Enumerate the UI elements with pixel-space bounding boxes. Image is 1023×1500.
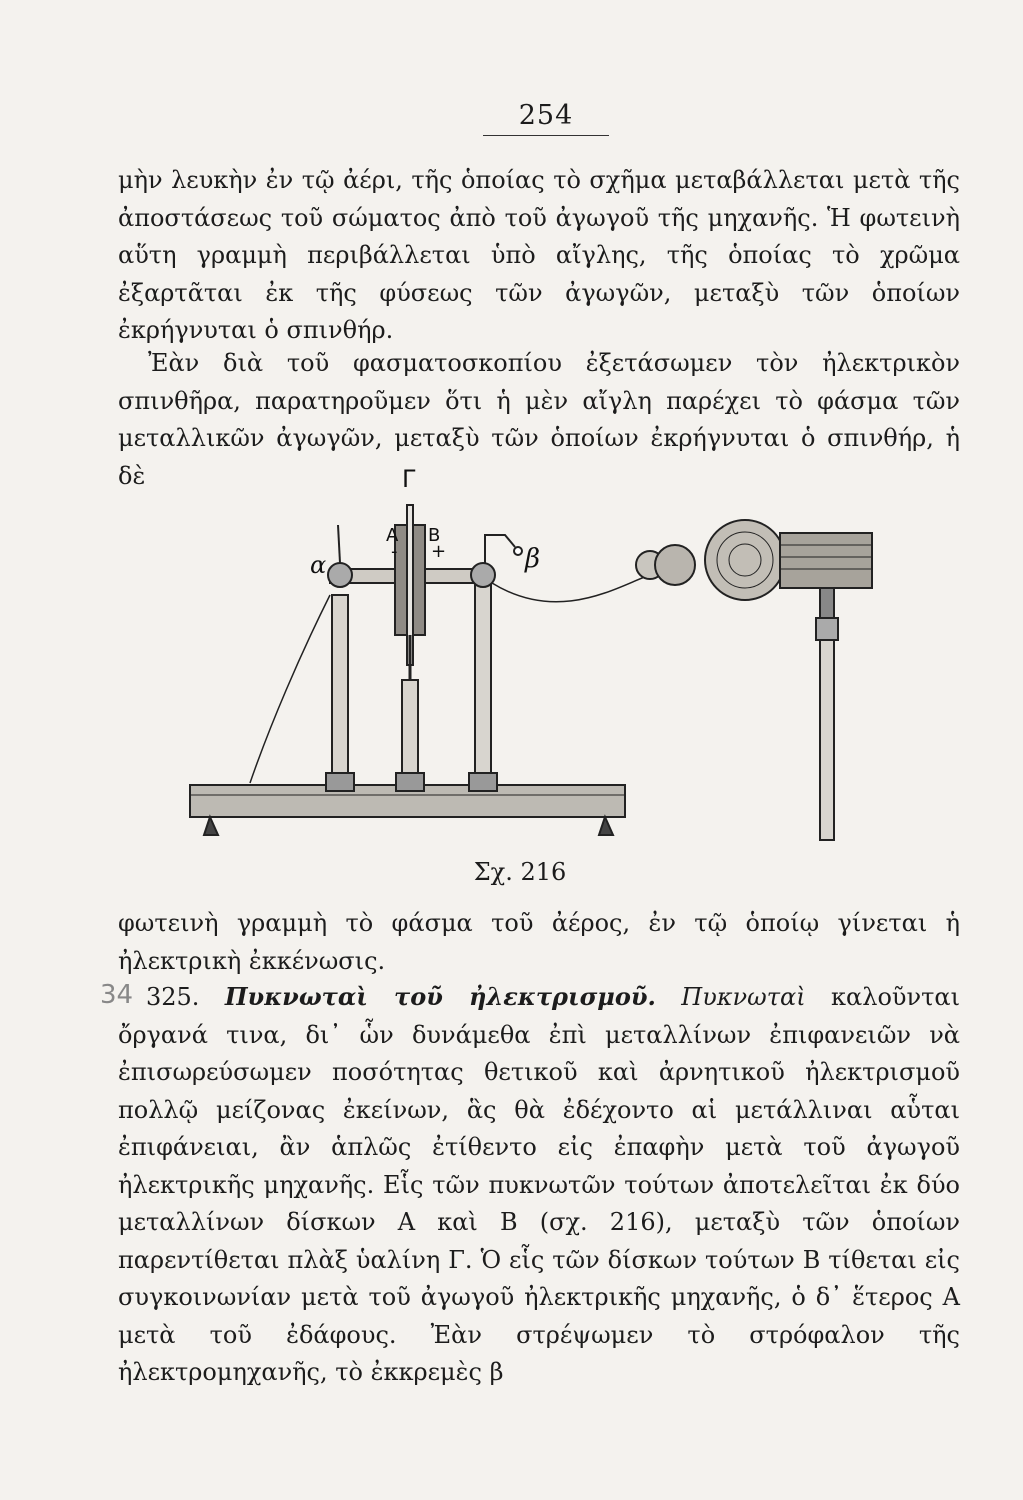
- foot-right: [599, 817, 613, 835]
- label-a: A: [386, 525, 399, 546]
- page-number: 254: [483, 100, 609, 136]
- post-left: [332, 595, 348, 785]
- foot-left: [204, 817, 218, 835]
- figure-216: [180, 465, 880, 845]
- label-gamma: Γ: [402, 465, 416, 493]
- conductor-cylinder: [780, 533, 872, 588]
- conductor-support: [820, 640, 834, 840]
- paragraph-4: [118, 978, 960, 1392]
- section-heading: Πυκνωταὶ τοῦ ἠλεκτρισμοῦ.: [224, 982, 656, 1011]
- disk-b: [413, 525, 425, 635]
- section-body: καλοῦνται ὄργανά τινα, δι᾿ ὧν δυνάμεθα ἐπὶ μεταλλίνων ἐπιφανειῶν νὰ ἐπισωρεύσωμεν ποσότητας θετικοῦ καὶ ἀρνητικοῦ ἠλεκτρισμοῦ πολλῷ μείζονας ἐκείνων, ἃς θὰ ἐδέχοντο αἱ μετάλλιναι αὗται ἐπιφάνειαι, ἂν ἁπλῶς ἐτίθεντο εἰς ἐπαφὴν μετὰ τοῦ ἀγωγοῦ ἠλεκτρικῆς μηχανῆς. Εἷς τῶν πυκνωτῶν τούτων ἀποτελεῖται ἐκ δύο μεταλλίνων δίσκων Α καὶ Β (σχ. 216), μεταξὺ τῶν ὁποίων παρεντίθεται πλὰξ ὑαλίνη Γ. Ὁ εἷς τῶν δίσκων τούτων Β τίθεται εἰς συγκοινωνίαν μετὰ τοῦ ἀγωγοῦ ἠλεκτρικῆς μηχανῆς, ὁ δ᾿ ἕτερος Α μετὰ τοῦ ἐδάφους. Ἐὰν στρέψωμεν τὸ στρόφαλον τῆς ἠλεκτρομηχανῆς, τὸ ἐκκρεμὲς β: [118, 983, 960, 1386]
- small-ball-2: [655, 545, 695, 585]
- figure-caption: Σχ. 216: [473, 858, 567, 886]
- left-ball: [328, 563, 352, 587]
- right-ball: [471, 563, 495, 587]
- post-middle: [402, 680, 418, 785]
- paragraph-2: Ἐὰν διὰ τοῦ φασματοσκοπίου ἐξετάσωμεν τὸν ἠλεκτρικὸν σπινθῆρα, παρατηροῦμεν ὅτι ἡ μὲν αἴγλη παρέχει τὸ φάσμα τῶν μεταλλικῶν ἀγωγῶν, μεταξὺ τῶν ὁποίων ἐκρήγνυται ὁ σπινθήρ, ἡ δὲ: [118, 349, 960, 490]
- label-alpha: α: [310, 551, 327, 579]
- label-minus: -: [391, 541, 398, 562]
- ground-wire: [250, 595, 330, 783]
- post-right: [475, 585, 491, 785]
- condenser-apparatus-illustration: [180, 465, 880, 845]
- margin-note: 34: [100, 980, 134, 1010]
- label-plus: +: [431, 541, 447, 562]
- connecting-wire: [492, 575, 650, 602]
- section-lead: Πυκνωταὶ: [681, 983, 806, 1011]
- paragraph-1: μὴν λευκὴν ἐν τῷ ἀέρι, τῆς ὁποίας τὸ σχῆμα μεταβάλλεται μετὰ τῆς ἀποστάσεως τοῦ σώματος ἀπὸ τοῦ ἀγωγοῦ τῆς μηχανῆς. Ἡ φωτεινὴ αὕτη γραμμὴ περιβάλλεται ὑπὸ αἴγλης, τῆς ὁποίας τὸ χρῶμα ἐξαρτᾶται ἐκ τῆς φύσεως τῶν ἀγωγῶν, μεταξὺ τῶν ὁποίων ἐκρήγνυται ὁ σπινθήρ.: [118, 166, 960, 344]
- label-b: B: [428, 525, 441, 546]
- pendulum-hook: [485, 535, 515, 563]
- label-beta: β: [525, 544, 541, 574]
- section-number: 325.: [146, 983, 200, 1011]
- paragraph-3: φωτεινὴ γραμμὴ τὸ φάσμα τοῦ ἀέρος, ἐν τῷ ὁποίῳ γίνεται ἡ ἠλεκτρικὴ ἐκκένωσις.: [118, 909, 960, 975]
